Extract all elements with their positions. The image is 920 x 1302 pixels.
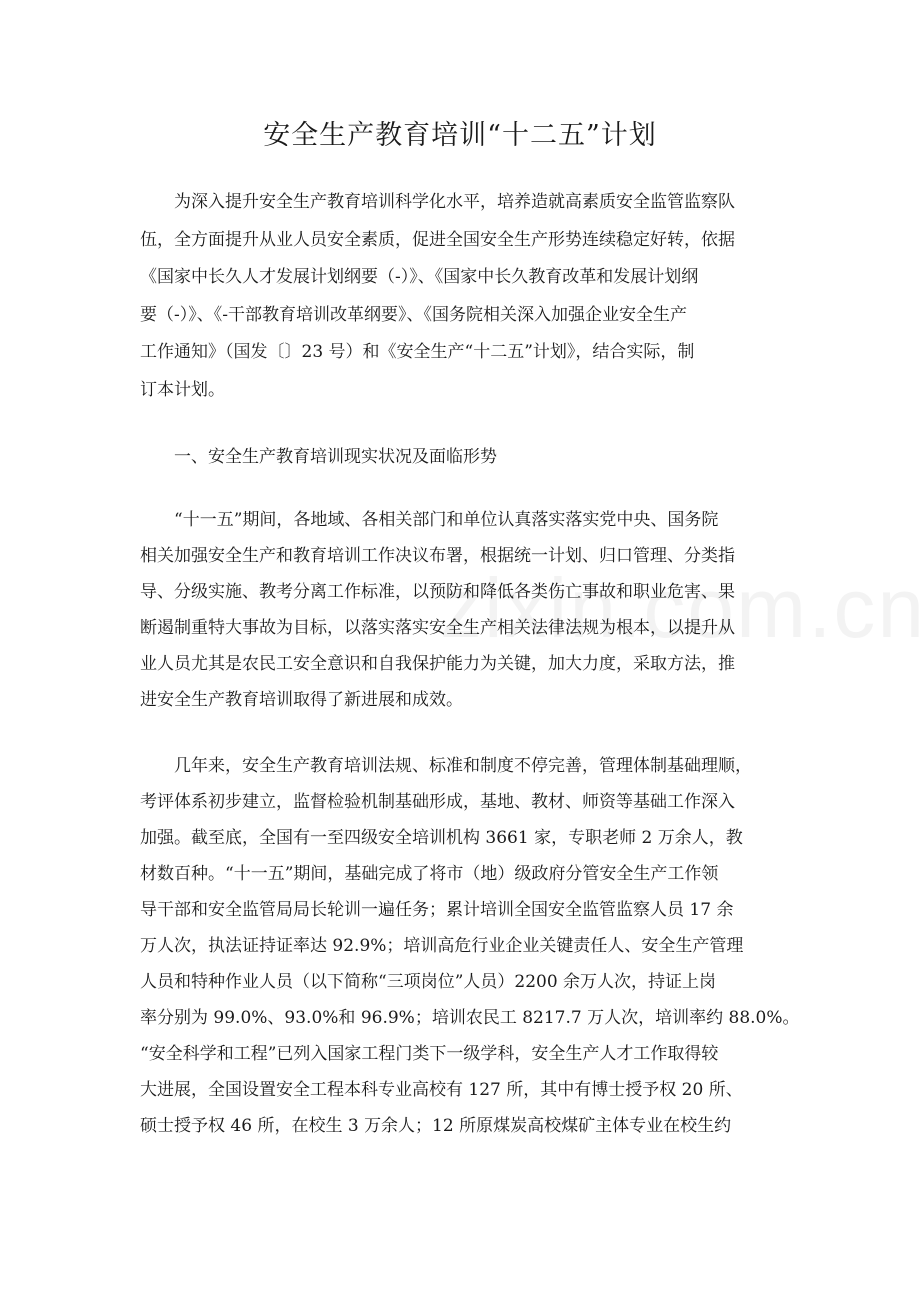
paragraph-line: 要（-）》、《-干部教育培训改革纲要》、《国务院相关深入加强企业安全生产 <box>140 305 687 325</box>
document-title: 安全生产教育培训“十二五”计划 <box>263 120 657 151</box>
watermark <box>440 560 740 657</box>
section-heading: 一、安全生产教育培训现实状况及面临形势 <box>174 447 497 467</box>
paragraph-line: 伍，全方面提升从业人员安全素质，促进全国安全生产形势连续稳定好转，依据 <box>140 230 735 250</box>
paragraph-line: 相关加强安全生产和教育培训工作决议布署，根据统一计划、归口管理、分类指 <box>140 546 735 566</box>
paragraph-line: 加强。截至底，全国有一至四级安全培训机构 3661 家，专职老师 2 万余人，教 <box>140 828 743 848</box>
paragraph-line: 导干部和安全监管局局长轮训一遍任务；累计培训全国安全监管监察人员 17 余 <box>140 900 734 920</box>
paragraph-line: 考评体系初步建立，监督检验机制基础形成，基地、教材、师资等基础工作深入 <box>140 792 735 812</box>
paragraph-line: 硕士授予权 46 所，在校生 3 万余人；12 所原煤炭高校煤矿主体专业在校生约 <box>140 1116 732 1136</box>
paragraph-line: 断遏制重特大事故为目标，以落实落实安全生产相关法律法规为根本，以提升从 <box>140 618 735 638</box>
paragraph-line: 订本计划。 <box>140 380 225 400</box>
paragraph-line: 材数百种。“十一五”期间，基础完成了将市（地）级政府分管安全生产工作领 <box>140 864 719 884</box>
paragraph-line: 人员和特种作业人员（以下简称“三项岗位”人员）2200 余万人次，持证上岗 <box>140 972 717 992</box>
paragraph-line: “安全科学和工程”已列入国家工程门类下一级学科，安全生产人才工作取得较 <box>140 1044 719 1064</box>
paragraph-line: 进安全生产教育培训取得了新进展和成效。 <box>140 690 463 710</box>
paragraph-line: 导、分级实施、教考分离工作标准，以预防和降低各类伤亡事故和职业危害、果 <box>140 582 735 602</box>
paragraph-line: 工作通知》（国发〔〕23 号）和《安全生产“十二五”计划》，结合实际，制 <box>140 342 695 362</box>
paragraph-line: 《国家中长久人才发展计划纲要（-）》、《国家中长久教育改革和发展计划纲 <box>140 267 699 287</box>
paragraph-line: 万人次，执法证持证率达 92.9%；培训高危行业企业关键责任人、安全生产管理 <box>140 936 744 956</box>
paragraph-line: 为深入提升安全生产教育培训科学化水平，培养造就高素质安全监管监察队 <box>174 192 735 212</box>
paragraph-line: 业人员尤其是农民工安全意识和自我保护能力为关键，加大力度，采取方法，推 <box>140 654 735 674</box>
paragraph-line: 率分别为 99.0%、93.0%和 96.9%；培训农民工 8217.7 万人次，培训率约 88.0%。 <box>140 1008 800 1028</box>
paragraph-line: 大进展，全国设置安全工程本科专业高校有 127 所，其中有博士授予权 20 所、 <box>140 1080 743 1100</box>
paragraph-line: 几年来，安全生产教育培训法规、标准和制度不停完善，管理体制基础理顺， <box>174 756 752 776</box>
paragraph-line: “十一五”期间，各地域、各相关部门和单位认真落实落实党中央、国务院 <box>174 510 719 530</box>
